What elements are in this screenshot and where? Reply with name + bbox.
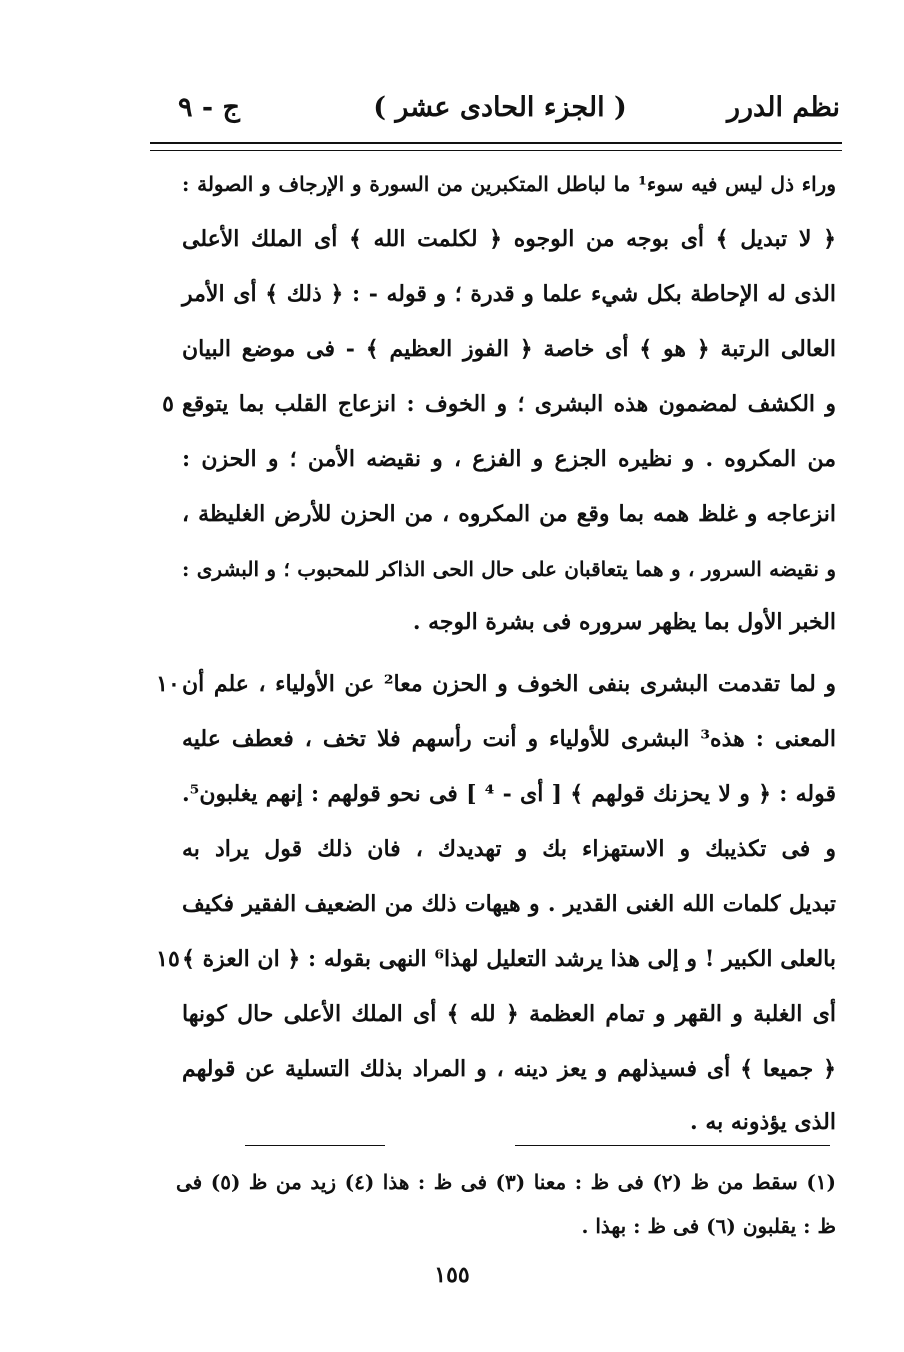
text-line: انزعاجه و غلظ همه بما وقع من المكروه ، من الحزن للأرض الغليظة ، <box>182 501 836 527</box>
part-title: ( الجزء الحادى عشر ) <box>373 92 627 123</box>
text-line: الخبر الأول بما يظهر سروره فى بشرة الوجه . <box>412 609 836 635</box>
text-line: قوله : ﴿ و لا يحزنك قولهم ﴾ [ أى - ⁴ ] فى نحو قولهم : إنهم يغلبون⁵. <box>182 781 836 807</box>
text-line: الذى يؤذونه به . <box>690 1109 836 1135</box>
header-rule-thin <box>150 150 842 151</box>
footnote-rule-short <box>245 1145 385 1146</box>
text-line: تبديل كلمات الله الغنى القدير . و هيهات ذلك من الضعيف الفقير فكيف <box>182 891 836 917</box>
text-line: العالى الرتبة ﴿ هو ﴾ أى خاصة ﴿ الفوز العظيم ﴾ - فى موضع البيان <box>182 336 836 362</box>
text-line: المعنى : هذه³ البشرى للأولياء و أنت رأسهم فلا تخف ، فعطف عليه <box>182 726 836 752</box>
text-line: و الكشف لمضمون هذه البشرى ؛ و الخوف : انزعاج القلب بما يتوقع <box>182 391 836 417</box>
header-rule <box>150 142 842 144</box>
line-number: ١٥ <box>156 946 180 972</box>
text-line: وراء ذل ليس فيه سوء¹ ما لباطل المتكبرين من السورة و الإرجاف و الصولة : <box>182 172 836 196</box>
text-line: الذى له الإحاطة بكل شيء علما و قدرة ؛ و قوله - : ﴿ ذلك ﴾ أى الأمر <box>182 281 836 307</box>
text-line: أى الغلبة و القهر و تمام العظمة ﴿ لله ﴾ أى الملك الأعلى حال كونها <box>182 1001 836 1027</box>
running-header <box>160 92 840 142</box>
text-line: و نقيضه السرور ، و هما يتعاقبان على حال الحى الذاكر للمحبوب ؛ و البشرى : <box>182 557 836 581</box>
footnote-line: ظ : يقلبون (٦) فى ظ : بهذا . <box>581 1214 836 1238</box>
text-line: و لما تقدمت البشرى بنفى الخوف و الحزن معا² عن الأولياء ، علم أن <box>182 671 836 697</box>
text-line: من المكروه . و نظيره الجزع و الفزع ، و نقيضه الأمن ؛ و الحزن : <box>182 446 836 472</box>
text-line: ﴿ جميعا ﴾ أى فسيذلهم و يعز دينه ، و المراد بذلك التسلية عن قولهم <box>182 1056 836 1082</box>
volume-page-ref: ج - ٩ <box>178 92 240 123</box>
text-line: بالعلى الكبير ! و إلى هذا يرشد التعليل لهذا⁶ النهى بقوله : ﴿ ان العزة ﴾ <box>182 946 836 972</box>
page-number: ١٥٥ <box>434 1262 470 1288</box>
footnote-rule <box>515 1145 830 1146</box>
line-number: ٥ <box>162 391 174 417</box>
text-line: و فى تكذيبك و الاستهزاء بك و تهديدك ، فان ذلك قول يراد به <box>182 836 836 862</box>
footnote-line: (١) سقط من ظ (٢) فى ظ : معنا (٣) فى ظ : هذا (٤) زيد من ظ (٥) فى <box>176 1170 837 1194</box>
text-line: ﴿ لا تبديل ﴾ أى بوجه من الوجوه ﴿ لكلمت الله ﴾ أى الملك الأعلى <box>182 226 836 252</box>
line-number: ١٠ <box>156 671 180 697</box>
book-title: نظم الدرر <box>726 92 840 123</box>
